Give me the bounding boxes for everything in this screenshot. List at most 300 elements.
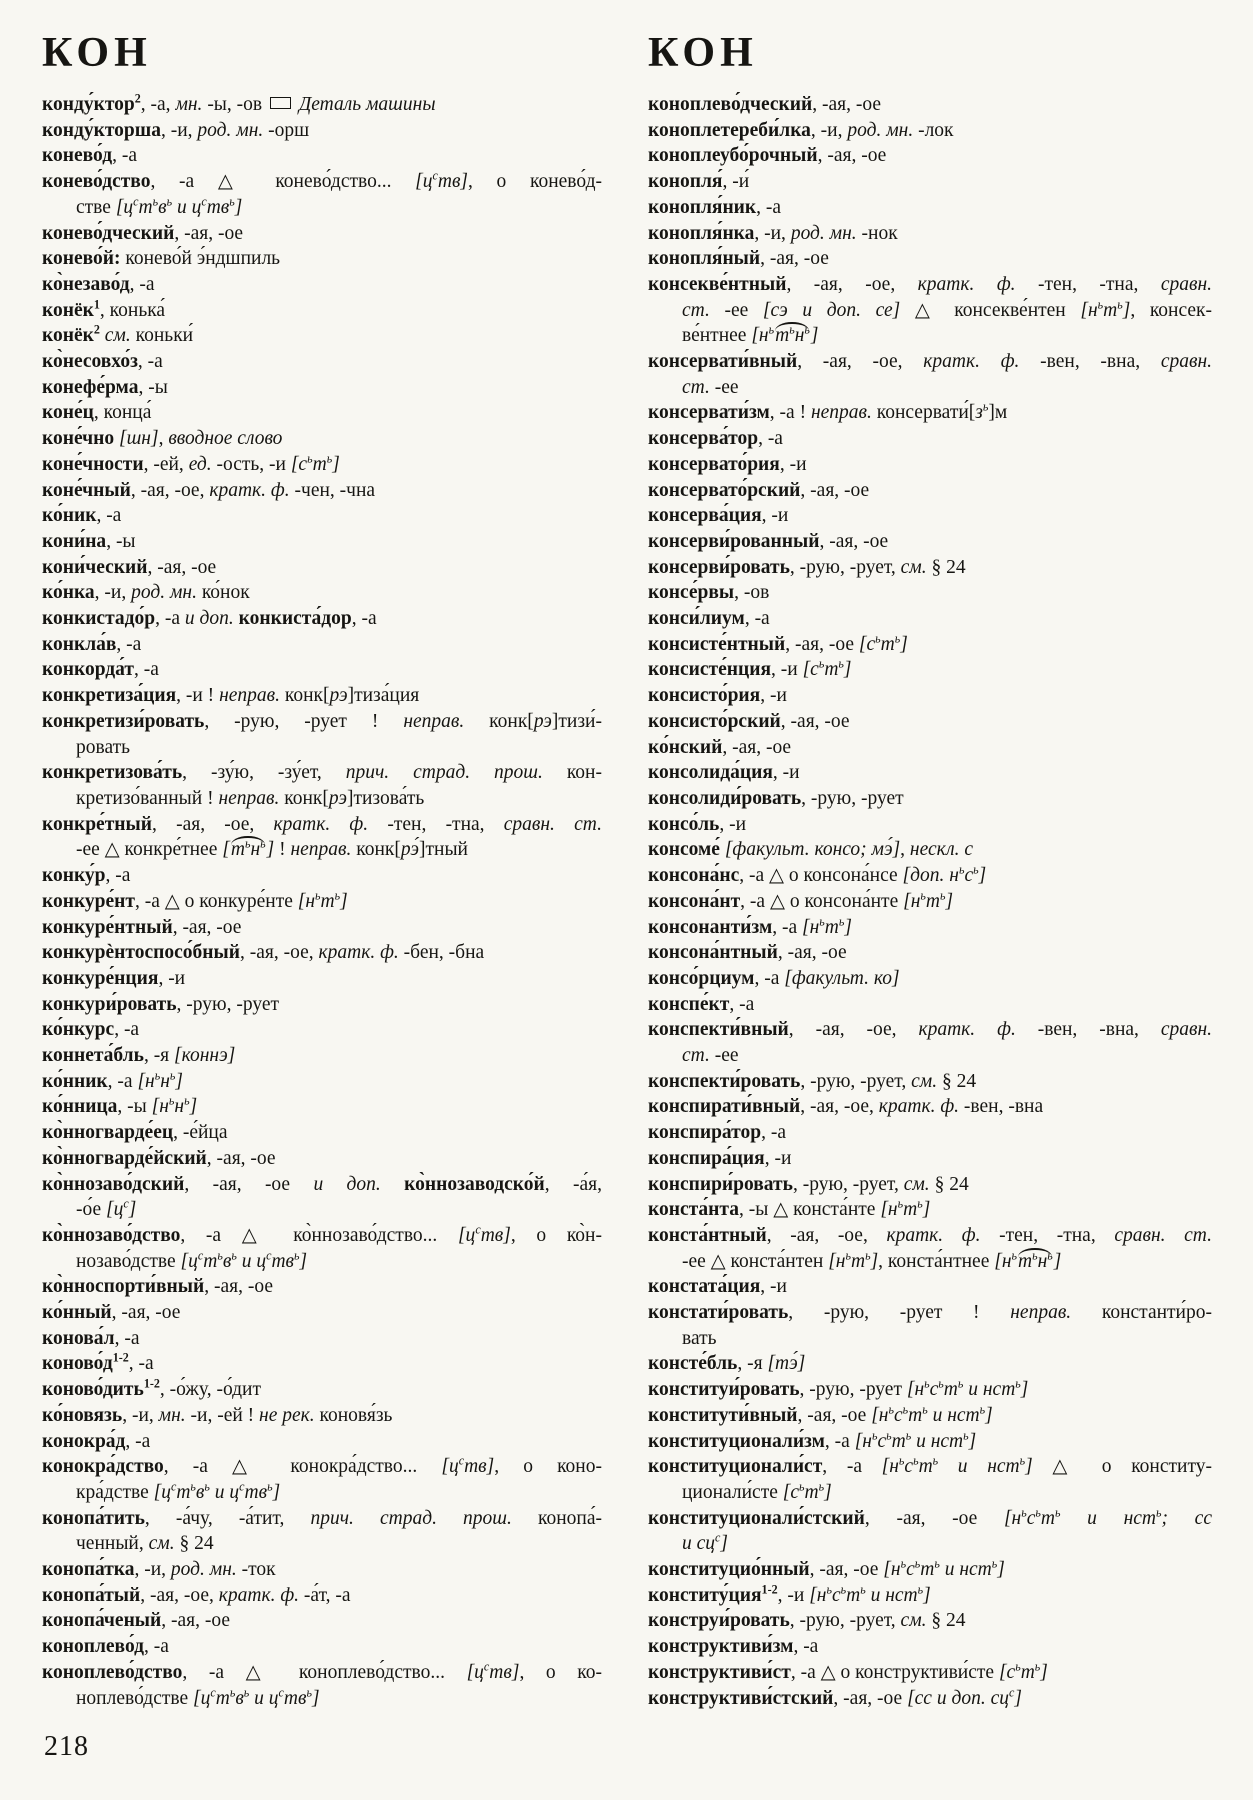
entry-text: ь [244,836,251,851]
entry-first-line [42,1172,602,1198]
entry-text: [н [883,1559,901,1581]
entry-text: , -рую, -рует, [800,1070,912,1092]
entry-text: , -и, [160,119,198,141]
entry-text: [с [858,633,876,655]
entry-text: -ее [709,299,763,321]
entry-text: консервати́[ [871,402,976,424]
entry-text: ь [973,862,979,877]
entry-text: неправ. [403,710,465,732]
entry-first-line [648,992,1212,1018]
entry-text: , -и [771,659,803,681]
dictionary-entry [648,1172,1212,1198]
headword: конёк [42,325,94,347]
entry-text: , -а [744,608,770,630]
dictionary-entry [648,246,1212,272]
dictionary-entry [42,632,602,658]
entry-text: ] [332,453,340,475]
dictionary-entry [42,940,602,966]
entry-text: , -ая, -ое, [797,351,924,373]
entry-first-line [648,221,1212,247]
entry-text: неправ. [810,402,872,424]
entry-text: , -ая, -ое [184,1173,314,1195]
entry-text: ь [326,451,333,466]
headword: конституционали́зм [648,1430,825,1452]
dictionary-entry [42,529,602,555]
running-head-left: КОН [42,30,152,76]
entry-text: т [1103,299,1118,321]
headword: ко̀ннозаво́дский [42,1173,185,1195]
entry-text: т [880,633,895,655]
dictionary-entry [648,837,1212,863]
entry-text: [н [881,1456,899,1478]
dictionary-entry [648,683,1212,709]
entry-text: [с [782,1481,800,1503]
entry-first-line [648,1608,1212,1634]
headword: консерва́ция [648,505,762,527]
entry-text: , о конево́д- [468,171,602,193]
entry-text: -тен, -тна, [980,1224,1115,1246]
dictionary-entry [648,143,1212,169]
entry-first-line [648,1557,1212,1583]
entry-text: [ц [466,1661,484,1683]
entry-text: ь [260,836,266,851]
entry-text: и нст [1060,1507,1156,1529]
entry-text: и нст [939,1559,992,1581]
entry-continuation-line [42,735,602,761]
headword: конкурѐнтоспосо́бный [42,942,240,964]
entry-first-line [42,1094,602,1120]
entry-text: ь [307,451,313,466]
entry-first-line [42,1223,602,1249]
entry-text: , -а △ конево́дство... [150,171,416,193]
entry-text: с [210,1685,216,1700]
entry-first-line [648,1403,1212,1429]
entry-text: [ц [153,1481,171,1503]
headword: конкре́тный [42,813,152,835]
headword: конкури́ровать [42,993,177,1015]
headword: конституи́ровать [648,1379,800,1401]
dictionary-entry [42,92,602,118]
entry-text: см. [911,1070,938,1092]
entry-text: ь [938,1376,944,1391]
entry-text: ь [243,1685,250,1700]
entry-text: [н [751,325,769,347]
headword: ко́ник [42,505,97,527]
entry-text: -ток [236,1559,276,1581]
headword: конкорда́т [42,659,134,681]
entry-text: ь [902,1402,909,1417]
headword: коне́чно [42,428,115,450]
entry-first-line [42,272,602,298]
entry-text: [шн] [119,428,159,450]
headword: ко̀нногварде́ец [42,1122,174,1144]
entry-first-line [42,1583,602,1609]
entry-text: т [215,1687,230,1709]
entry-first-line [648,1094,1212,1120]
dictionary-entry [648,169,1212,195]
dictionary-entry [42,1094,602,1120]
meaning-marker-icon [270,97,291,109]
entry-text: [н [297,890,316,912]
dictionary-entry [42,246,602,272]
entry-text: т [230,839,245,861]
headword: конститути́вный [648,1404,798,1426]
entry-text: ] [1014,1687,1022,1709]
entry-text: , -ов [734,582,770,604]
entry-text: з [975,402,983,424]
entry-text: ь [913,1453,919,1468]
entry-text: ь [818,1479,825,1494]
headword: консо́ль [648,813,720,835]
entry-text: [ц [180,1250,198,1272]
headword: конституционали́стский [648,1507,865,1529]
assimilation-arc-icon [774,322,811,347]
dictionary-entry [648,529,1212,555]
dictionary-entry [648,118,1212,144]
entry-first-line [42,1300,602,1326]
entry-text: род. мн. [131,582,197,604]
headword: консонанти́зм [648,916,773,938]
entry-text: с [432,168,438,183]
entry-text: ь [838,914,845,928]
entry-first-line [42,1326,602,1352]
entry-text: сравн. ст. [1114,1224,1212,1246]
dictionary-entry [42,1043,602,1069]
entry-text: -бен, -бна [398,942,485,964]
entry-text: ] [266,839,275,861]
entry-text: , -а [128,1353,154,1375]
headword: конопля́нка [648,222,755,244]
entry-text: н [174,1096,185,1118]
entry-text: ь [840,1582,847,1597]
entry-text: ь [217,1248,223,1263]
entry-continuation-line [648,1326,1212,1352]
entry-text: и нст [938,1456,1020,1478]
entry-text: -а́т, -а [299,1584,351,1606]
entry-first-line [42,632,602,658]
entry-text: рэ [329,685,348,707]
dictionary-entry [648,1120,1212,1146]
entry-text: ь [768,322,775,337]
entry-continuation-line [42,1249,602,1275]
dictionary-entry [42,812,602,863]
entry-text: ь [229,194,235,209]
entry-text: , -ая, -ое [833,1687,908,1709]
entry-text: неправ. [218,787,280,809]
entry-first-line [42,1120,602,1146]
entry-text: ь [789,322,795,337]
entry-first-line [42,709,602,735]
entry-first-line [648,1454,1212,1480]
dictionary-entry [42,272,602,298]
headword: конспекти́ровать [648,1070,801,1092]
entry-text: , о ко- [519,1661,602,1683]
headword: конспирати́вный [648,1096,801,1118]
entry-text: ед. [188,453,212,475]
entry-text: кратк. ф. [318,942,399,964]
entry-first-line [648,657,1212,683]
entry-text: см. [104,325,131,347]
entry-first-line [42,1454,602,1480]
entry-text: ь [306,1685,312,1700]
headword: конкистадо́р [42,608,156,630]
entry-text: ь [917,1196,923,1211]
headword: конструи́ровать [648,1610,790,1632]
entry-text: [с [802,659,819,681]
entry-text: т [312,453,327,475]
entry-text: ь [293,1248,300,1263]
entry-text: н [794,325,805,347]
headword: ко́новязь [42,1404,123,1426]
entry-text: , -ая, -ое [760,248,829,270]
entry-text: , -и [761,505,789,527]
entry-text: , -а [729,993,755,1015]
entry-first-line [648,580,1212,606]
entry-text: сравн. [1160,1019,1213,1041]
entry-text: , -а △ ко̀ннозаво́дство... [180,1224,458,1246]
headword: коново́дить [42,1379,144,1401]
headword: кони́ческий [42,556,148,578]
entry-text: с [278,1685,284,1700]
entry-text: ] [340,890,348,912]
entry-text: тв] [464,1456,495,1478]
entry-first-line [648,118,1212,144]
entry-first-line [42,915,602,941]
entry-text: , о ко̀н- [510,1224,602,1246]
entry-text: [доп. н [902,865,959,887]
entry-text: , -и [779,453,807,475]
entry-text: и ц [249,1687,279,1709]
entry-text: , -а́я, [544,1173,602,1195]
dictionary-entry [42,1403,602,1429]
entry-text: ь [818,656,825,671]
entry-text: , -зу́ю, -зу́ет, [182,762,346,784]
entry-text: , -а △ о конструктиви́сте [790,1661,999,1683]
headword: конструктиви́ст [648,1661,791,1683]
entry-text: ]тизи́- [551,710,602,732]
entry-first-line [42,1634,602,1660]
headword: консерви́ровать [648,556,790,578]
entry-text: , -а △ о консона́нсе [739,865,903,887]
entry-text: кратк. ф. [918,1019,1016,1041]
entry-text: ] [945,890,954,912]
entry-first-line [42,966,602,992]
entry-text: с [964,865,974,887]
entry-text: , -и [760,1276,787,1298]
dictionary-entry [42,1454,602,1505]
entry-first-line [42,1146,602,1172]
entry-text: , -рую, -рует ! [204,710,404,732]
entry-text: ь [1019,1453,1026,1468]
entry-text: ь [845,1248,851,1263]
entry-first-line [42,992,602,1018]
entry-first-line [648,503,1212,529]
entry-text: ] [1040,1661,1048,1683]
entry-continuation-line [648,1043,1212,1069]
headword: конокра́дство [42,1456,164,1478]
headword: ко́нник [42,1070,108,1092]
entry-text: , -ая, -ое [111,1302,181,1324]
entry-first-line [648,786,1212,812]
dictionary-entry [648,1146,1212,1172]
entry-text: ] [900,633,908,655]
dictionary-entry [42,1223,602,1274]
entry-first-line [648,1583,1212,1609]
entry-first-line [648,760,1212,786]
entry-first-line [42,863,602,889]
dictionary-entry [648,580,1212,606]
entry-text: [ц [457,1224,476,1246]
entry-text: ь [315,888,321,903]
dictionary-entry [42,1377,602,1403]
entry-text: сравн. ст. [503,813,602,835]
dictionary-entry [648,966,1212,992]
entry-text: т [775,325,790,347]
entry-text: см. [900,1610,927,1632]
entry-text: , -а [133,659,159,681]
entry-text: , -и, [754,222,791,244]
entry-text: , -ая, -ое [174,222,244,244]
headword: конкретиза́ция [42,685,177,707]
entry-text: ] [824,1481,832,1503]
entry-first-line [42,683,602,709]
dictionary-entry [648,1686,1212,1712]
dictionary-entry [648,889,1212,915]
entry-text: и нст [927,1404,980,1426]
headword: ко̀незаво́д [42,273,130,295]
headword: конкуре́нтный [42,916,173,938]
dictionary-entry [648,735,1212,761]
dictionary-entry [648,632,1212,658]
entry-text: ь [1021,1505,1027,1520]
entry-text: ь [184,1093,190,1108]
entry-first-line [42,246,602,272]
entry-first-line [42,606,602,632]
entry-text: ь [1034,1659,1041,1674]
entry-text: с [123,1196,129,1211]
entry-first-line [648,812,1212,838]
entry-text: т [320,890,335,912]
entry-text: [н [880,1199,898,1221]
entry-text: [ц [441,1456,459,1478]
entry-text: мн. [175,94,203,115]
entry-text: ] [272,1481,281,1503]
dictionary-entry [648,1608,1212,1634]
entry-first-line [648,426,1212,452]
entry-text: т [918,1456,933,1478]
entry-text: , -ая, -ое [172,916,242,938]
entry-text: , -ая, -ое [785,633,859,655]
entry-first-line [648,555,1212,581]
entry-text: т [824,916,839,938]
entry-text: , -ая, -ое, [800,1096,879,1118]
entry-first-line [648,940,1212,966]
entry-text: ь [799,1479,805,1494]
entry-text: и нст [911,1430,964,1452]
entry-text: не рек. [259,1404,315,1426]
entry-text: , -и ! [176,685,220,707]
entry-text: , -а ! [769,402,811,424]
entry-text: , -рую, -рует [801,787,904,809]
entry-text: , -и, [122,1404,159,1426]
entry-text: ь [905,1428,912,1443]
entry-text: ь [865,1248,871,1263]
entry-first-line [648,1069,1212,1095]
entry-text: род. мн. [790,222,857,244]
entry-first-line [648,683,1212,709]
entry-text: н [250,839,261,861]
headword: коне́чный [42,479,131,501]
dictionary-entry [42,400,602,426]
headword: консерва́тор [648,428,759,450]
entry-text: 2 [134,91,141,106]
dictionary-entry [648,1300,1212,1351]
right-column [648,30,1212,1711]
dictionary-entry [42,1017,602,1043]
headword: ко̀ннозаво́дство [42,1224,181,1246]
entry-text: коновя́зь [314,1404,393,1426]
entry-first-line [42,1506,602,1532]
entry-text: ь [963,1428,969,1443]
entry-text: с [831,1584,841,1606]
dictionary-entry [648,1429,1212,1455]
entry-text: с [893,1404,903,1426]
entry-first-line [648,92,1212,118]
entry-first-line [42,323,602,349]
dictionary-entry [42,657,602,683]
entry-text: , -а [96,505,122,527]
entry-text: ] [922,1199,931,1221]
entry-first-line [648,1274,1212,1300]
entry-text: , -и [777,1584,810,1606]
headword: конспира́тор [648,1122,762,1144]
entry-text: , -а △ коноплево́дство... [182,1661,467,1683]
entry-text: , -ы [138,376,168,398]
entry-text: тв [271,1250,294,1272]
headword: конду́ктор [42,94,135,115]
headword: конова́л [42,1327,115,1349]
entry-text: ь [991,1556,998,1571]
entry-text: кретизо́ванный ! [76,787,219,809]
entry-text: -ее [709,376,739,398]
entry-text: 1 [93,297,100,312]
headword: конопля́ный [648,248,761,270]
headword: конкла́в [42,633,117,655]
entry-text: ! [274,839,291,861]
assimilation-arc-icon [230,836,267,861]
entry-text: , -и, [94,582,132,604]
entry-text: [сс и доп. сц [907,1687,1009,1709]
entry-text: ]тный [419,839,468,861]
entry-text: ь [894,631,901,646]
headword: коноплетереби́лка [648,119,811,141]
entry-text: -лок [913,119,954,141]
entry-first-line [648,1146,1212,1172]
entry-text: ь [166,194,173,209]
entry-first-line [648,1686,1212,1712]
entry-text: , -а [129,273,155,295]
entry-text: ь [1047,1248,1053,1263]
dictionary-entry [42,426,602,452]
entry-first-line [42,503,602,529]
headword: конево́дческий [42,222,175,244]
headword: конструктиви́зм [648,1636,794,1658]
entry-text: т [850,1250,866,1272]
headword: конево́й: [42,248,121,270]
entry-text: неправ. [290,839,352,861]
headword: конспира́ция [648,1147,765,1169]
entry-text [381,1174,404,1195]
